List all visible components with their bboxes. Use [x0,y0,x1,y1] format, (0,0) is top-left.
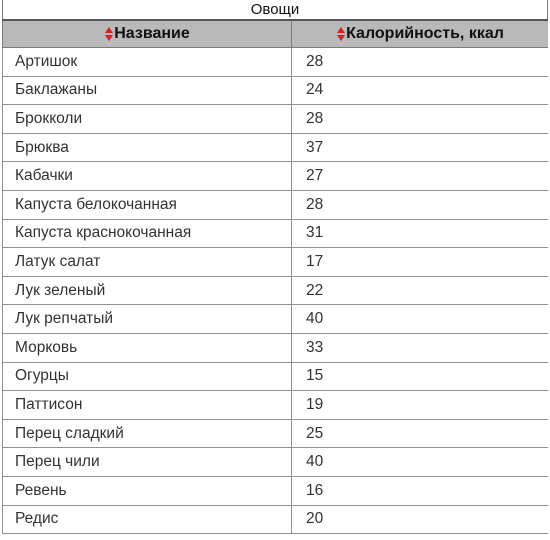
calories-cell: 40 [292,305,549,334]
vegetable-name-cell: Морковь [3,333,292,362]
calories-cell: 20 [292,505,549,534]
vegetable-name-cell: Лук зеленый [3,276,292,305]
calories-cell: 15 [292,362,549,391]
column-header-calories[interactable] [292,20,549,48]
table-row [3,48,549,77]
vegetable-name-cell: Брокколи [3,105,292,134]
calories-cell: 17 [292,248,549,277]
calories-cell: 19 [292,391,549,420]
vegetable-name-cell: Артишок [3,48,292,77]
column-header-name-label: Название [114,24,190,42]
table-row [3,333,549,362]
table-row [3,76,549,105]
calories-cell: 28 [292,190,549,219]
header-row [3,20,549,48]
calories-cell: 37 [292,133,549,162]
calories-cell: 31 [292,219,549,248]
table-row [3,248,549,277]
table-caption: Овощи [2,0,548,19]
table-row [3,276,549,305]
table-row [3,476,549,505]
calories-cell: 25 [292,419,549,448]
vegetable-name-cell: Лук репчатый [3,305,292,334]
vegetables-table-widget [2,0,548,540]
calories-cell: 33 [292,333,549,362]
vegetable-name-cell: Брюква [3,133,292,162]
table-row [3,362,549,391]
calories-cell: 16 [292,476,549,505]
calories-cell: 22 [292,276,549,305]
table-row [3,505,549,534]
vegetable-name-cell: Паттисон [3,391,292,420]
vegetable-name-cell: Перец чили [3,448,292,477]
calories-cell: 28 [292,48,549,77]
calories-cell: 27 [292,162,549,191]
table-row [3,219,549,248]
vegetable-name-cell: Латук салат [3,248,292,277]
vegetable-name-cell: Перец сладкий [3,419,292,448]
table-row [3,305,549,334]
table-row [3,133,549,162]
vegetable-name-cell: Капуста краснокочанная [3,219,292,248]
sort-arrows-icon[interactable] [336,26,345,42]
vegetable-name-cell: Редис [3,505,292,534]
calories-cell: 24 [292,76,549,105]
calories-cell: 28 [292,105,549,134]
table-body [3,48,549,534]
column-header-name[interactable] [3,20,292,48]
vegetable-name-cell: Кабачки [3,162,292,191]
table-row [3,419,549,448]
vegetable-name-cell: Ревень [3,476,292,505]
table-row [3,105,549,134]
table-row [3,162,549,191]
column-header-calories-label: Калорийность, ккал [346,24,504,42]
vegetable-name-cell: Капуста белокочанная [3,190,292,219]
vegetable-name-cell: Баклажаны [3,76,292,105]
vegetable-name-cell: Огурцы [3,362,292,391]
calories-cell: 40 [292,448,549,477]
table-row [3,391,549,420]
table-row [3,190,549,219]
table-row [3,448,549,477]
sort-arrows-icon[interactable] [104,26,113,42]
calorie-table [2,19,548,534]
